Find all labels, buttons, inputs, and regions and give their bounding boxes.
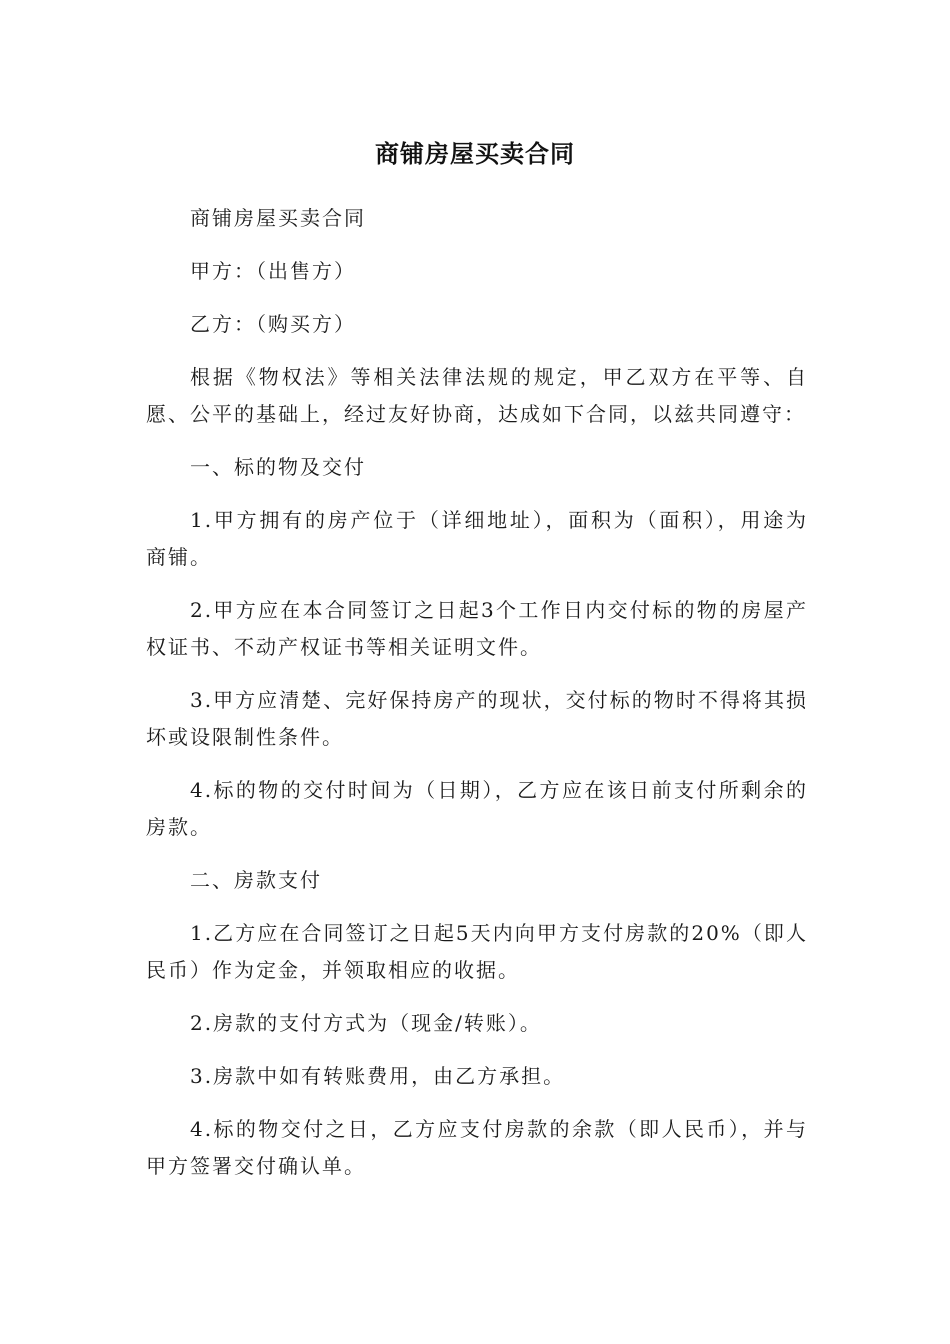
document-body: [146, 200, 808, 1201]
clause-1-4: 4.标的物的交付时间为（日期），乙方应在该日前支付所剩余的房款。: [146, 778, 808, 839]
section-heading-subject-delivery: 一、标的物及交付: [190, 455, 366, 479]
clause-1-2: 2.甲方应在本合同签订之日起3个工作日内交付标的物的房屋产权证书、不动产权证书等相关证明文件。: [146, 598, 808, 659]
clause-2-1: 1.乙方应在合同签订之日起5天内向甲方支付房款的20%（即人民币）作为定金，并领取相应的收据。: [146, 921, 808, 982]
paragraph-heading-repeat: 商铺房屋买卖合同: [190, 206, 366, 230]
paragraph-party-b: 乙方：（购买方）: [190, 312, 356, 336]
paragraph-party-a: 甲方：（出售方）: [190, 259, 356, 283]
paragraph-preamble: 根据《物权法》等相关法律法规的规定，甲乙双方在平等、自愿、公平的基础上，经过友好协商，达成如下合同，以兹共同遵守：: [146, 365, 808, 426]
clause-2-4: 4.标的物交付之日，乙方应支付房款的余款（即人民币），并与甲方签署交付确认单。: [146, 1117, 808, 1178]
document-title: 商铺房屋买卖合同: [375, 140, 575, 168]
clause-1-1: 1.甲方拥有的房产位于（详细地址），面积为（面积），用途为商铺。: [146, 508, 808, 569]
clause-2-3: 3.房款中如有转账费用，由乙方承担。: [190, 1064, 566, 1088]
clause-2-2: 2.房款的支付方式为（现金/转账）。: [190, 1011, 542, 1035]
clause-1-3: 3.甲方应清楚、完好保持房产的现状，交付标的物时不得将其损坏或设限制性条件。: [146, 688, 808, 749]
section-heading-payment: 二、房款支付: [190, 868, 322, 892]
